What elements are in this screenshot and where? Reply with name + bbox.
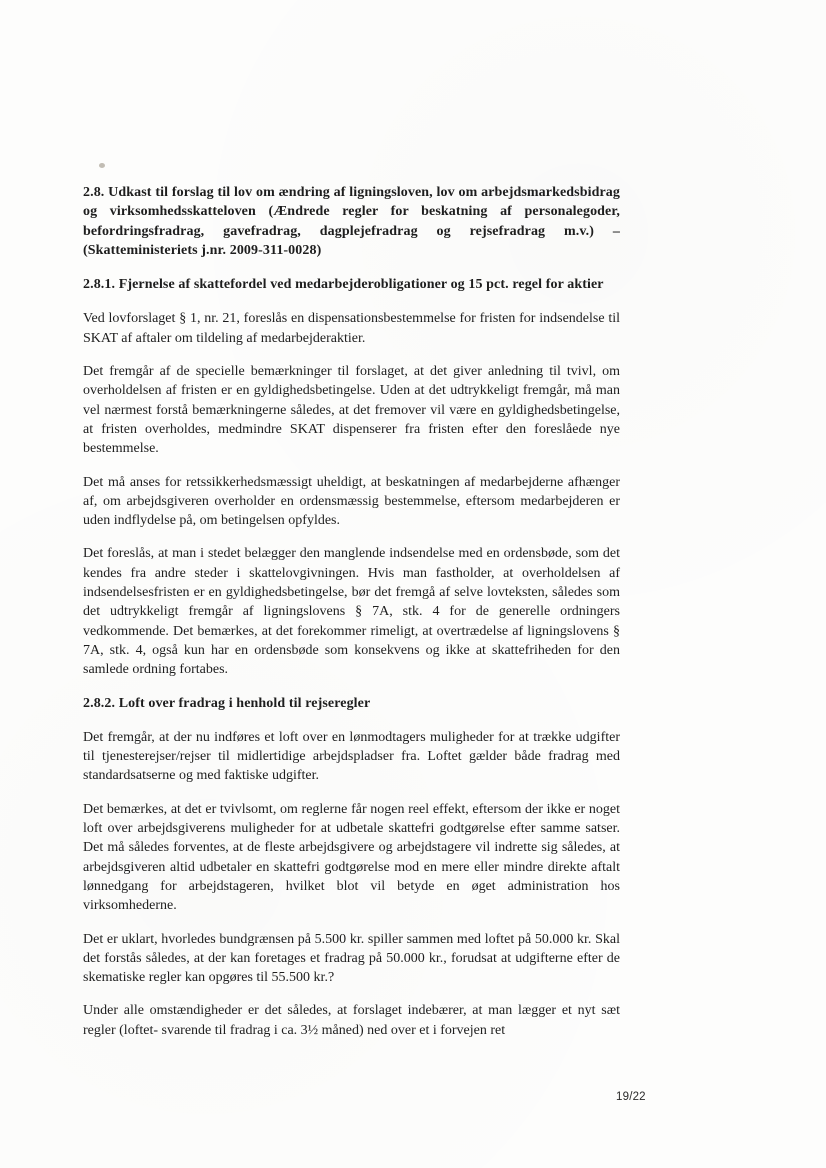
paragraph-specielle-bemaerkninger: Det fremgår af de specielle bemærkninger til forslaget, at det giver anledning til tvivl, om overholdelsen af fristen er en gyldighedsbetingelse. Uden at det udtrykkeligt fremgår, må man vel nærmest forstå bemærkningerne således, at det fremover vil være en gyldighedsbetingelse, at fristen overholdes, medmindre SKAT dispenserer fra fristen efter den foreslåede nye bestemmelse.	[83, 364, 620, 457]
paragraph-nyt-saet-regler: Under alle omstændigheder er det således, at forslaget indebærer, at man lægger et nyt sæt regler (loftet- svarende til fradrag i ca. 3½ måned) ned over et i forvejen ret	[83, 1003, 620, 1038]
paragraph-bundgraense: Det er uklart, hvorledes bundgrænsen på 5.500 kr. spiller sammen med loftet på 50.000 kr. Skal det forstås således, at der kan foretages et fradrag på 50.000 kr., forudsat at udgifterne efter de skematiske regler kan opgøres til 55.500 kr.?	[83, 931, 620, 986]
text-block	[83, 183, 620, 1054]
paragraph-loft-indfoeres: Det fremgår, at der nu indføres et loft over en lønmodtagers muligheder for at trække udgifter til tjenesterejser/rejser til midlertidige arbejdspladser fra. Loftet gælder både fradrag med standardsatserne og med faktiske udgifter.	[83, 729, 620, 784]
paragraph-tvivlsom-effekt: Det bemærkes, at det er tvivlsomt, om reglerne får nogen reel effekt, eftersom der ikke er noget loft over arbejdsgiverens muligheder for at udbetale skattefri godtgørelse efter samme satser. Det må således forventes, at de fleste arbejdsgivere og arbejdstagere vil indrette sig således, at arbejdsgiveren altid udbetaler en skattefri godtgørelse mod en mere eller mindre direkte aftalt lønnedgang for arbejdstageren, hvilket blot vil betyde en øget administration hos virksomhederne.	[83, 801, 620, 914]
heading-section-2-8-1: 2.8.1. Fjernelse af skattefordel ved medarbejderobligationer og 15 pct. regel for aktier	[83, 277, 604, 293]
heading-section-2-8: 2.8. Udkast til forslag til lov om ændring af ligningsloven, lov om arbejdsmarkedsbidrag og virksomhedsskatteloven (Ændrede regler for beskatning af personalegoder, befordringsfradrag, gavefradrag, dagplejefradrag og rejsefradrag m.v.) – (Skatteministeriets j.nr. 2009-311-0028)	[83, 185, 620, 258]
paragraph-lovforslag: Ved lovforslaget § 1, nr. 21, foreslås en dispensationsbestemmelse for fristen for indsendelse til SKAT af aftaler om tildeling af medarbejderaktier.	[83, 311, 620, 346]
heading-section-2-8-2: 2.8.2. Loft over fradrag i henhold til rejseregler	[83, 695, 371, 711]
scan-speckle	[99, 163, 105, 168]
page-number: 19/22	[616, 1091, 646, 1103]
paragraph-retssikkerhed: Det må anses for retssikkerhedsmæssigt uheldigt, at beskatningen af medarbejderne afhænger af, om arbejdsgiveren overholder en ordensmæssig bestemmelse, eftersom medarbejderen er uden indflydelse på, om betingelsen opfyldes.	[83, 474, 620, 529]
paragraph-ordensboede: Det foreslås, at man i stedet belægger den manglende indsendelse med en ordensbøde, som det kendes fra andre steder i skattelovgivningen. Hvis man fastholder, at overholdelsen af indsendelsesfristen er en gyldighedsbetingelse, bør det fremgå af selve lovteksten, således som det udtrykkeligt fremgår af ligningslovens § 7A, stk. 4 for de generelle ordningers vedkommende. Det bemærkes, at det forekommer rimeligt, at overtrædelse af ligningslovens § 7A, stk. 4, også kun har en ordensbøde som konsekvens og ikke at skattefriheden for den samlede ordning fortabes.	[83, 546, 620, 678]
